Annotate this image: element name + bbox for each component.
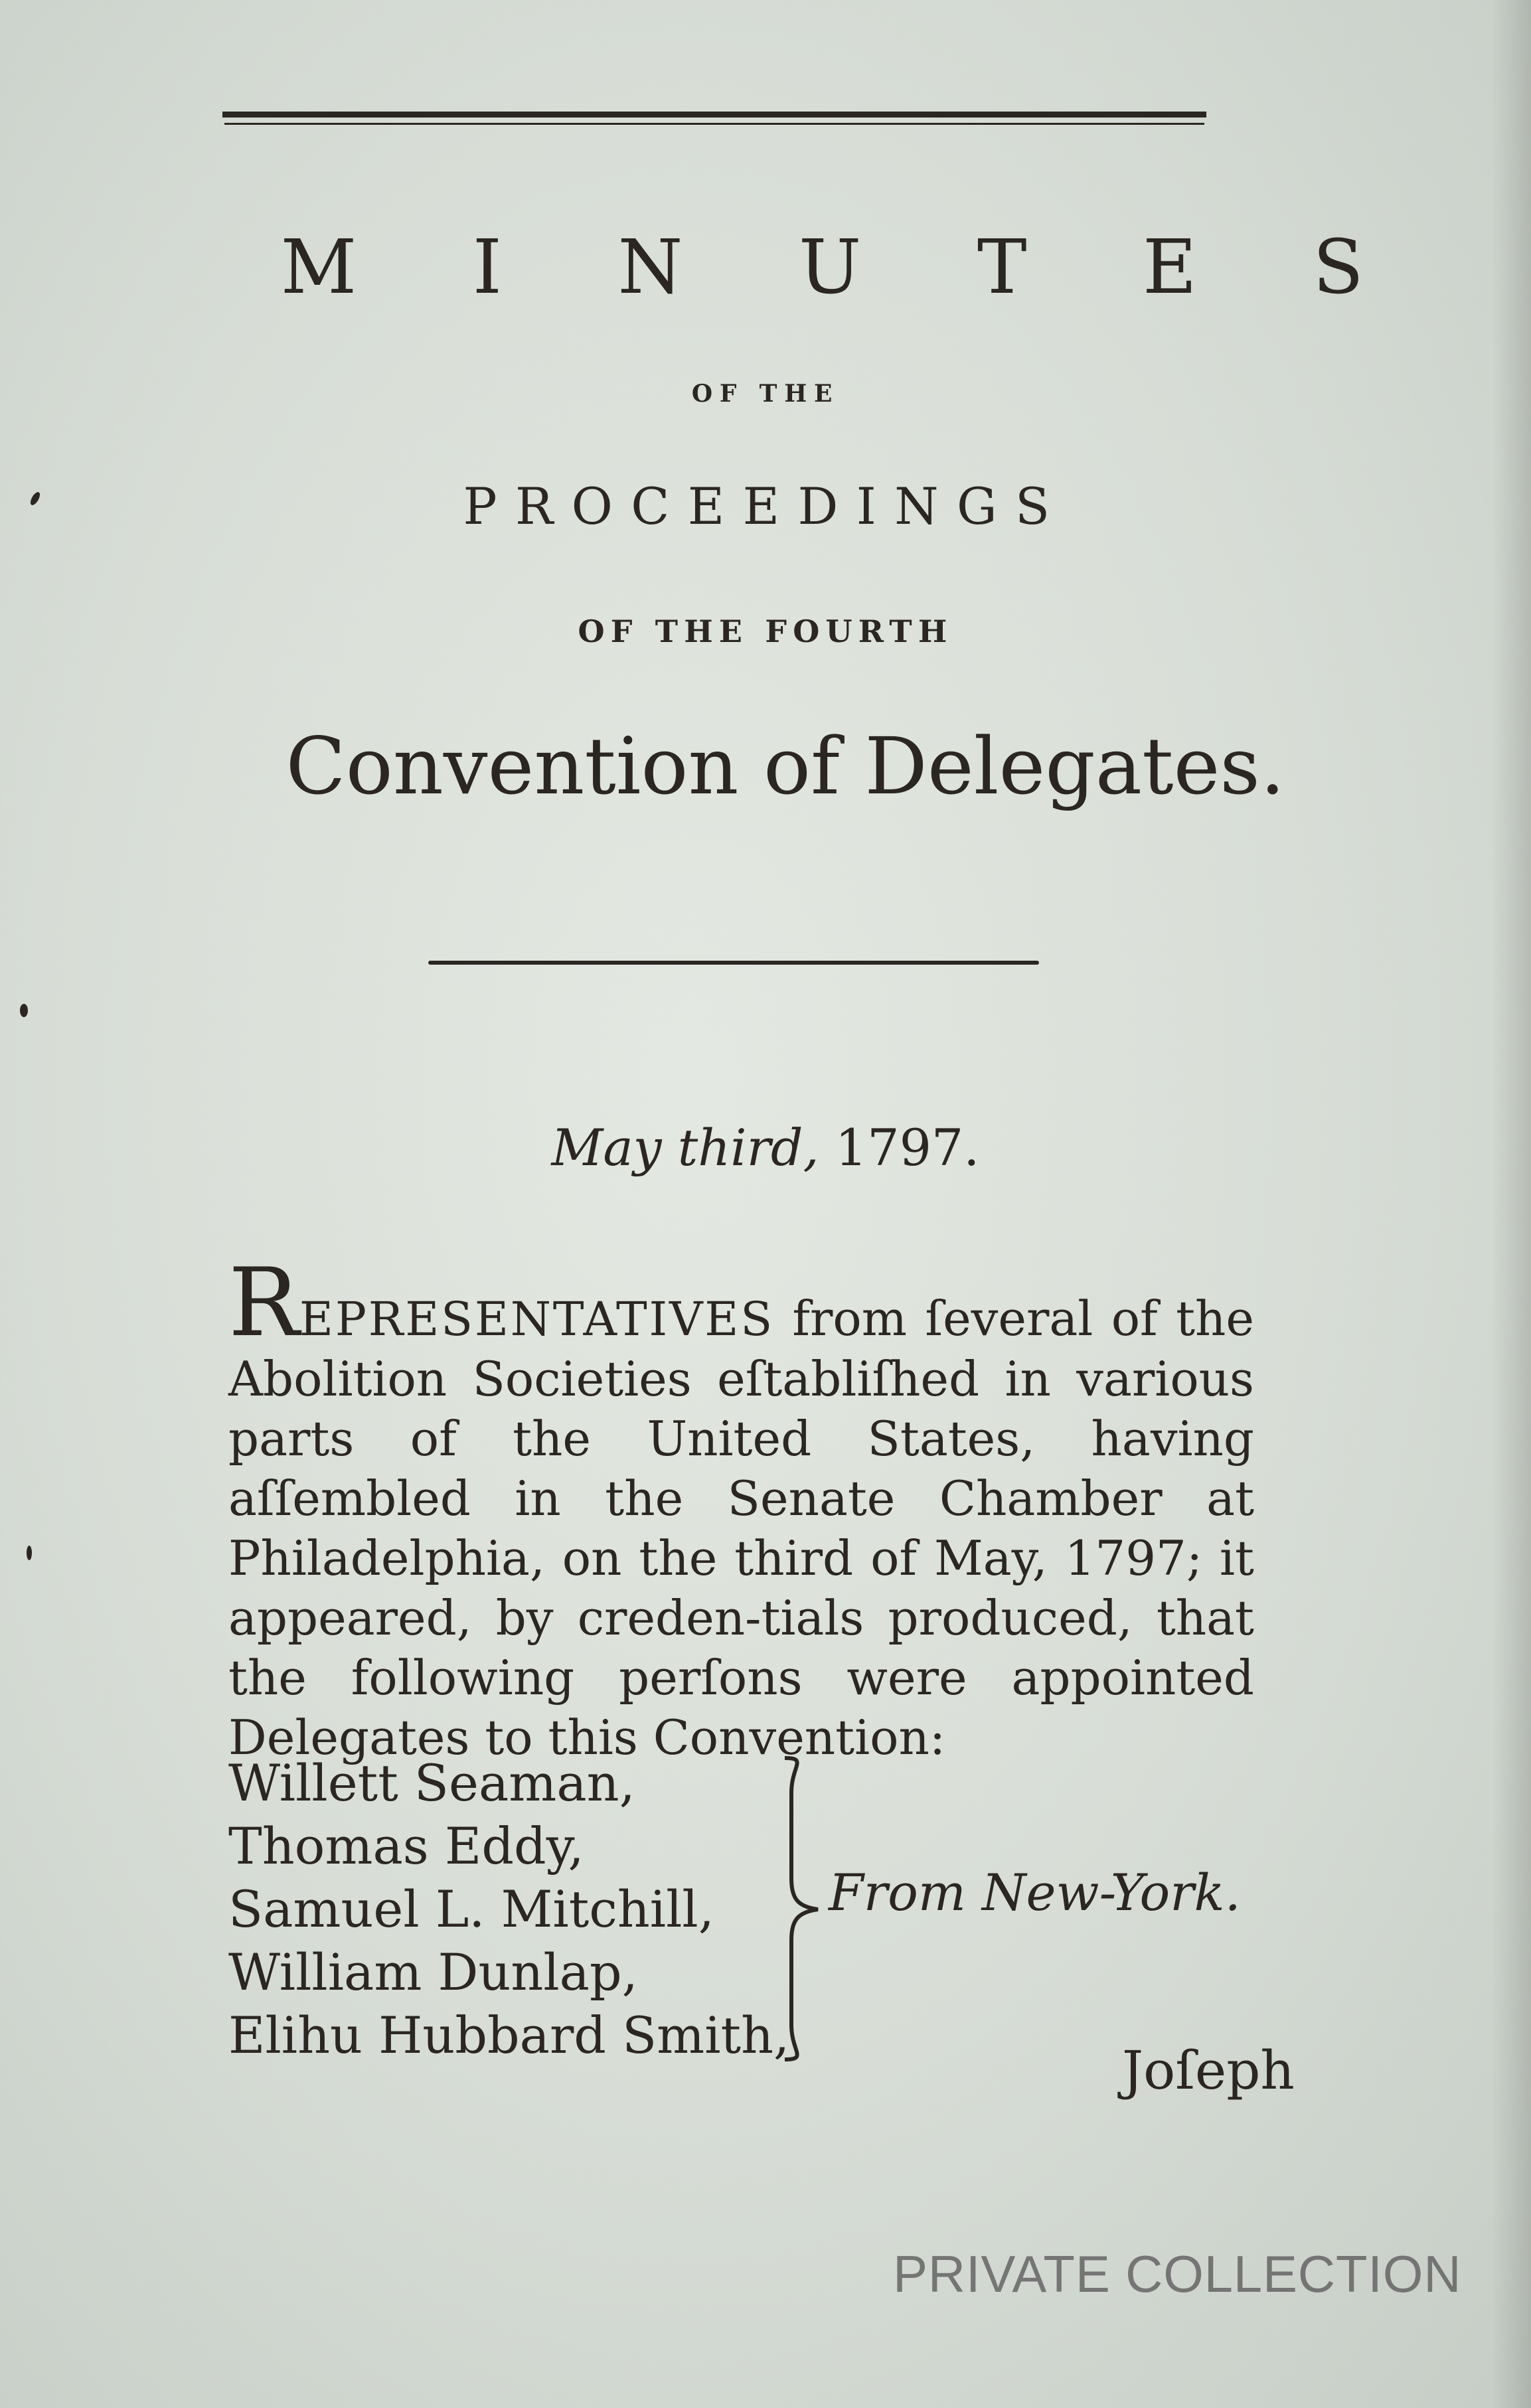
delegation-label: From New-York. [829, 1863, 1241, 1922]
delegate-name: Samuel L. Mitchill, [228, 1880, 714, 1939]
date-italic: May third, [551, 1118, 819, 1177]
date-line [0, 1118, 1531, 1177]
paragraph-text: from ſeveral of the Abolition Societies eſtabliſhed in various parts of the United States, having aſſembled in the Senate Chamber at Philadelphia, on the third of May, 1797; it appeared, by creden-tials produced, that the following perſons were appointed Delegates to this Convention: [228, 1291, 1254, 1765]
divider-rule [428, 961, 1039, 965]
paragraph-caps: EPRESENTATIVES [299, 1292, 774, 1346]
delegate-name: William Dunlap, [228, 1943, 638, 2002]
title-of-the: OF THE [691, 380, 840, 408]
top-double-rule [222, 112, 1206, 118]
title-convention: Convention of Delegates. [285, 720, 1285, 812]
curly-brace [771, 1753, 831, 2065]
ink-speck [20, 1004, 28, 1017]
watermark: PRIVATE COLLECTION [893, 2245, 1462, 2303]
delegate-name: Willett Seaman, [228, 1753, 635, 1812]
opening-paragraph [228, 1248, 1254, 1767]
delegate-name: Elihu Hubbard Smith, [228, 2006, 790, 2065]
catchword: Joſeph [1122, 2040, 1295, 2101]
page-edge-shadow [1491, 0, 1531, 2408]
title-minutes: M I N U T E S [280, 224, 1410, 311]
date-year: 1797. [835, 1118, 980, 1177]
title-of-the-fourth: OF THE FOURTH [578, 613, 953, 649]
delegate-list [228, 1751, 789, 2067]
delegate-name: Thomas Eddy, [228, 1816, 584, 1876]
title-proceedings: PROCEEDINGS [463, 477, 1068, 536]
drop-cap: R [228, 1248, 299, 1358]
ink-speck [27, 1546, 32, 1560]
